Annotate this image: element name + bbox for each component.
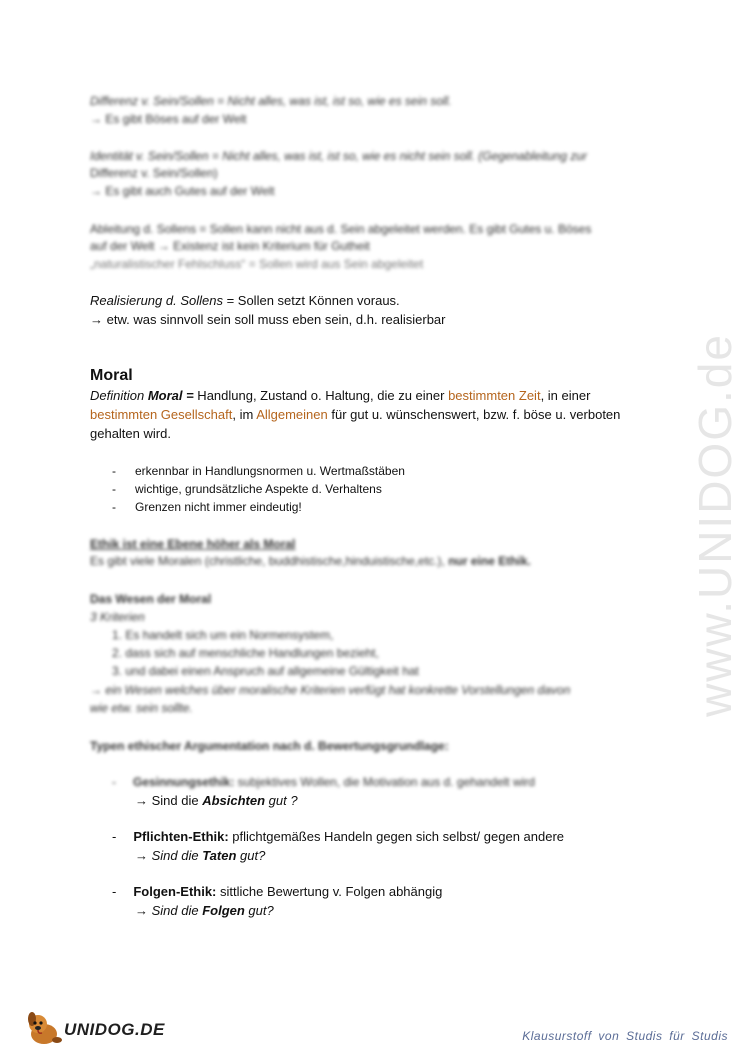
bullet-dash: -: [112, 500, 116, 514]
blurred-text: nur eine Ethik.: [448, 554, 531, 568]
blurred-line: → Es gibt auch Gutes auf der Welt: [90, 184, 275, 198]
blurred-text: Es gibt viele Moralen (christliche, buddhistische,hinduistische,etc.),: [90, 554, 445, 568]
bullet-dash: -: [112, 829, 117, 844]
question-keyword: Folgen: [202, 903, 245, 918]
realisierung-arrow-line: → etw. was sinnvoll sein soll muss eben sein, d.h. realisierbar: [90, 312, 446, 327]
question-text: gut?: [244, 903, 274, 918]
blurred-line: wie etw. sein sollte.: [90, 701, 193, 715]
blurred-line: [112, 773, 535, 791]
pflichten-question: [135, 847, 265, 865]
unidog-logo: [24, 1010, 165, 1048]
definition-text: Handlung, Zustand o. Haltung, die zu einer: [193, 388, 449, 403]
question-text: gut?: [236, 848, 266, 863]
blurred-line: [90, 552, 531, 570]
blurred-line: Differenz v. Sein/Sollen = Nicht alles, was ist, ist so, wie es sein soll.: [90, 94, 452, 108]
blurred-line: 1. Es handelt sich um ein Normensystem,: [112, 628, 334, 642]
highlight-time: bestimmten Zeit: [448, 388, 541, 403]
realisierung-line: [90, 292, 400, 310]
bullet-dash: -: [112, 884, 117, 899]
realisierung-rest: = Sollen setzt Können voraus.: [222, 293, 400, 308]
blurred-text: Gesinnungsethik:: [133, 775, 235, 789]
blurred-line: 3 Kriterien: [90, 610, 145, 624]
moral-definition-line1: [90, 387, 590, 405]
blurred-heading: Das Wesen der Moral: [90, 592, 212, 606]
blurred-line: 2. dass sich auf menschliche Handlungen bezieht,: [112, 646, 379, 660]
dog-mascot-icon: [24, 1010, 68, 1048]
gesinnung-question: [135, 792, 298, 810]
moral-heading: Moral: [90, 367, 133, 384]
bullet-dash: -: [112, 464, 116, 478]
definition-term: Moral =: [147, 388, 194, 403]
bullet-item: wichtige, grundsätzliche Aspekte d. Verhaltens: [135, 482, 382, 496]
blurred-text: subjektives Wollen, die Motivation aus d. gehandelt wird: [234, 775, 535, 789]
definition-label: Definition: [90, 388, 148, 403]
pflichten-ethik-line: [112, 828, 564, 846]
folgen-label: Folgen-Ethik:: [133, 884, 217, 899]
folgen-question: [135, 902, 274, 920]
question-text: → Sind die: [135, 903, 203, 918]
moral-definition-line2: [90, 406, 620, 424]
definition-text: , im: [232, 407, 257, 422]
definition-text: für gut u. wünschenswert, bzw. f. böse u. verboten: [327, 407, 621, 422]
blurred-line: Identität v. Sein/Sollen = Nicht alles, was ist, ist so, wie es nicht sein soll. (Gegenableitung zur: [90, 149, 588, 163]
blurred-line: 3. und dabei einen Anspruch auf allgemeine Gültigkeit hat: [112, 664, 419, 678]
blurred-line: → Es gibt Böses auf der Welt: [90, 112, 247, 126]
question-keyword: Taten: [202, 848, 237, 863]
moral-definition-line3: gehalten wird.: [90, 426, 171, 441]
blurred-heading: Typen ethischer Argumentation nach d. Bewertungsgrundlage:: [90, 739, 449, 753]
blurred-line: → ein Wesen welches über moralische Kriterien verfügt hat konkrette Vorstellungen davon: [90, 683, 571, 697]
bullet-dash: -: [112, 775, 116, 789]
pflichten-text: pflichtgemäßes Handeln gegen sich selbst/ gegen andere: [228, 829, 565, 844]
question-text: → Sind die: [135, 793, 203, 808]
blurred-heading: Ethik ist eine Ebene höher als Moral: [90, 537, 296, 551]
pflichten-label: Pflichten-Ethik:: [133, 829, 229, 844]
question-text: → Sind die: [135, 848, 203, 863]
footer-tagline: Klausurstoff von Studis für Studis: [522, 1029, 728, 1043]
bullet-item: Grenzen nicht immer eindeutig!: [135, 500, 302, 514]
blurred-line: Differenz v. Sein/Sollen): [90, 166, 218, 180]
question-text: gut ?: [265, 793, 298, 808]
highlight-society: bestimmten Gesellschaft: [90, 407, 233, 422]
highlight-general: Allgemeinen: [256, 407, 328, 422]
blurred-line: Ableitung d. Sollens = Sollen kann nicht aus d. Sein abgeleitet werden. Es gibt Gutes u. Böses: [90, 222, 592, 236]
watermark-text: www.UNIDOG.de: [689, 333, 742, 717]
definition-text: , in einer: [540, 388, 591, 403]
logo-text: UNIDOG.DE: [64, 1020, 165, 1039]
watermark: [655, 290, 750, 760]
bullet-item: erkennbar in Handlungsnormen u. Wertmaßstäben: [135, 464, 405, 478]
blurred-line: auf der Welt → Existenz ist kein Kriterium für Gutheit: [90, 239, 370, 253]
blurred-line: „naturalistischer Fehlschluss“ = Sollen wird aus Sein abgeleitet: [90, 257, 424, 271]
bullet-dash: -: [112, 482, 116, 496]
folgen-ethik-line: [112, 883, 442, 901]
question-keyword: Absichten: [202, 793, 266, 808]
folgen-text: sittliche Bewertung v. Folgen abhängig: [216, 884, 443, 899]
realisierung-term: Realisierung d. Sollens: [90, 293, 223, 308]
